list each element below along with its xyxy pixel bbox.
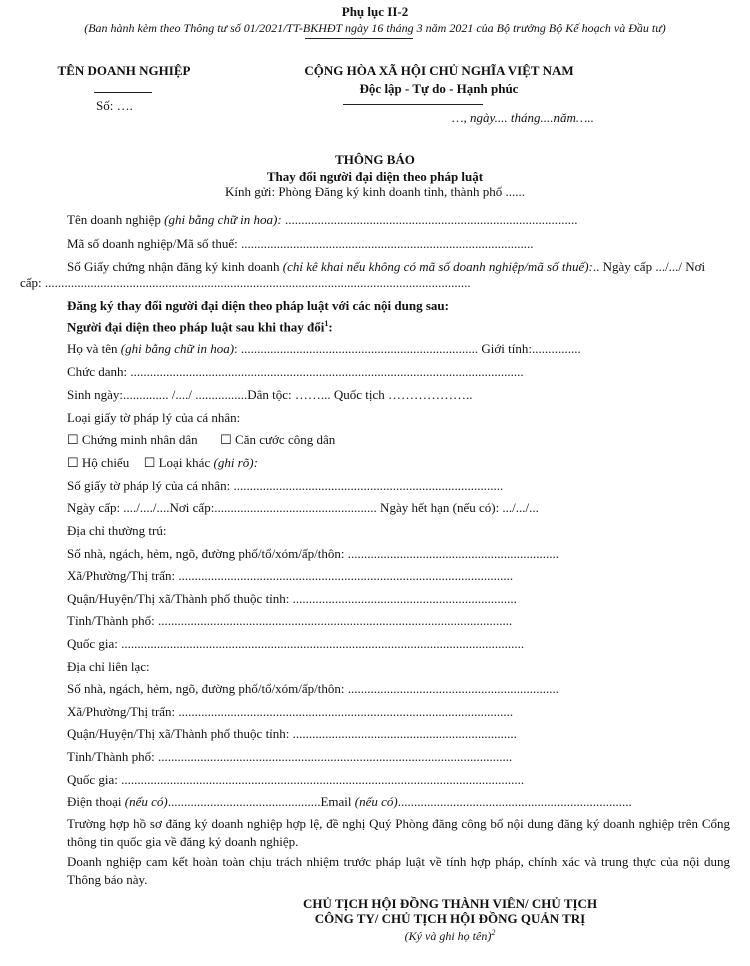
field-label: Số Giấy chứng nhận đăng ký kinh doanh	[67, 259, 280, 274]
footnote-marker: 1	[324, 319, 329, 328]
person-name-field[interactable]	[67, 341, 581, 357]
field-label: Tên doanh nghiệp	[67, 212, 161, 227]
birth-field[interactable]: Sinh ngày:.............. /..../ ................Dân tộc: ……... Quốc tịch ………………..	[67, 387, 473, 402]
email-dots: ........................................................................	[397, 794, 632, 809]
signature-title-line1: CHỦ TỊCH HỘI ĐỒNG THÀNH VIÊN/ CHỦ TỊCH	[302, 896, 598, 911]
company-name-field[interactable]	[67, 212, 577, 228]
contact-address-heading: Địa chỉ liên lạc:	[67, 659, 150, 674]
field-dots: ..........................................................................................	[281, 212, 578, 227]
divider	[305, 38, 413, 39]
signature-note	[250, 928, 650, 944]
commitment-paragraph: Doanh nghiệp cam kết hoàn toàn chịu trách nhiệm trước pháp luật về tính hợp pháp, chính xác và trung thực của nội dung Thông báo này.	[67, 854, 730, 887]
option-label: Hộ chiếu	[81, 455, 130, 470]
field-label: Mã số doanh nghiệp/Mã số thuế:	[67, 236, 238, 251]
request-paragraph: Trường hợp hồ sơ đăng ký doanh nghiệp hợp lệ, đề nghị Quý Phòng đăng công bố nội dung đăng ký doanh nghiệp trên Cổng thông tin quốc gia về đăng ký doanh nghiệp.	[67, 816, 730, 849]
id-type-options-row1	[67, 432, 335, 448]
date-line: …, ngày.... tháng....năm…..	[452, 110, 594, 125]
field-note: (ghi bằng chữ in hoa)	[120, 341, 235, 356]
footnote-marker: 2	[491, 928, 496, 937]
note-text: (Ký và ghi họ tên)	[404, 929, 492, 943]
field-dots: : ......................................................................... Giới tính:...............	[234, 341, 581, 356]
permanent-street-field[interactable]: Số nhà, ngách, hẻm, ngõ, đường phố/tổ/xóm/ấp/thôn: .................................................................	[67, 546, 560, 561]
signature-title-line2: CÔNG TY/ CHỦ TỊCH HỘI ĐỒNG QUẢN TRỊ	[314, 911, 586, 926]
permanent-district-field[interactable]: Quận/Huyện/Thị xã/Thành phố thuộc tỉnh: .....................................................................	[67, 591, 517, 606]
appendix-title: Phụ lục II-2	[341, 4, 409, 19]
contact-ward-field[interactable]: Xã/Phường/Thị trấn: .......................................................................................................	[67, 704, 514, 719]
permanent-ward-field[interactable]: Xã/Phường/Thị trấn: .......................................................................................................	[67, 568, 514, 583]
option-note: (ghi rõ):	[213, 455, 258, 470]
phone-email-field[interactable]	[67, 794, 632, 810]
field-note: (chỉ kê khai nếu không có mã số doanh nghiệp/mã số thuế):	[282, 259, 593, 274]
id-dates-field[interactable]: Ngày cấp: ..../..../....Nơi cấp:.................................................. Ngày hết hạn (nếu có): .../.../...	[67, 500, 539, 515]
tax-code-field[interactable]	[67, 236, 534, 252]
business-cert-field[interactable]	[67, 259, 705, 275]
id-type-label: Loại giấy tờ pháp lý của cá nhân:	[67, 410, 241, 425]
field-label: Họ và tên	[67, 341, 118, 356]
contact-street-field[interactable]: Số nhà, ngách, hẻm, ngõ, đường phố/tổ/xóm/ấp/thôn: .................................................................	[67, 681, 560, 696]
appendix-subtitle: (Ban hành kèm theo Thông tư số 01/2021/TT-BKHĐT ngày 16 tháng 3 năm 2021 của Bộ trưởng Bộ Kế hoạch và Đầu tư)	[84, 21, 666, 35]
contact-province-field[interactable]: Tỉnh/Thành phố: .............................................................................................................	[67, 749, 513, 764]
heading-text: Người đại diện theo pháp luật sau khi thay đổi	[67, 319, 325, 335]
checkbox-passport[interactable]: ☐	[67, 455, 82, 470]
cert-place-field[interactable]: cấp: ...................................................................................................................................	[20, 275, 471, 290]
company-name-header: TÊN DOANH NGHIỆP	[57, 63, 191, 78]
option-label: Căn cước công dân	[235, 432, 336, 447]
heading-colon: :	[328, 319, 333, 335]
position-field[interactable]: Chức danh: .........................................................................................................................	[67, 364, 524, 379]
permanent-province-field[interactable]: Tỉnh/Thành phố: .............................................................................................................	[67, 613, 513, 628]
field-dots: ..........................................................................................	[237, 236, 534, 251]
divider	[343, 104, 483, 105]
option-label: Loại khác	[158, 455, 211, 470]
permanent-address-heading: Địa chỉ thường trú:	[67, 523, 167, 538]
checkbox-citizen-id[interactable]: ☐	[220, 432, 236, 447]
national-motto: Độc lập - Tự do - Hạnh phúc	[359, 81, 519, 96]
field-tail: .. Ngày cấp .../.../ Nơi	[592, 259, 706, 274]
country-name: CỘNG HÒA XÃ HỘI CHỦ NGHĨA VIỆT NAM	[304, 63, 574, 78]
divider	[94, 92, 152, 93]
phone-dots: ...............................................Email	[167, 794, 355, 809]
permanent-country-field[interactable]: Quốc gia: ............................................................................................................................	[67, 636, 525, 651]
addressee: Kính gửi: Phòng Đăng ký kinh doanh tỉnh, thành phố ......	[225, 184, 525, 199]
phone-note: (nếu có)	[124, 794, 168, 809]
checkbox-id-card[interactable]: ☐	[67, 432, 82, 447]
register-heading: Đăng ký thay đổi người đại diện theo pháp luật với các nội dung sau:	[67, 298, 449, 313]
option-label: Chứng minh nhân dân	[81, 432, 198, 447]
checkbox-other[interactable]: ☐	[143, 455, 159, 470]
contact-country-field[interactable]: Quốc gia: ............................................................................................................................	[67, 772, 525, 787]
document-number: Số: ….	[96, 98, 133, 113]
notice-title: THÔNG BÁO	[335, 152, 415, 167]
phone-label: Điện thoại	[67, 794, 125, 809]
notice-subtitle: Thay đổi người đại diện theo pháp luật	[266, 169, 484, 184]
id-number-field[interactable]: Số giấy tờ pháp lý của cá nhân: ...................................................................................	[67, 478, 504, 493]
email-note: (nếu có)	[354, 794, 398, 809]
representative-heading	[67, 319, 333, 335]
field-note: (ghi bằng chữ in hoa):	[164, 212, 282, 227]
id-type-options-row2	[67, 455, 258, 471]
contact-district-field[interactable]: Quận/Huyện/Thị xã/Thành phố thuộc tỉnh: .....................................................................	[67, 726, 517, 741]
